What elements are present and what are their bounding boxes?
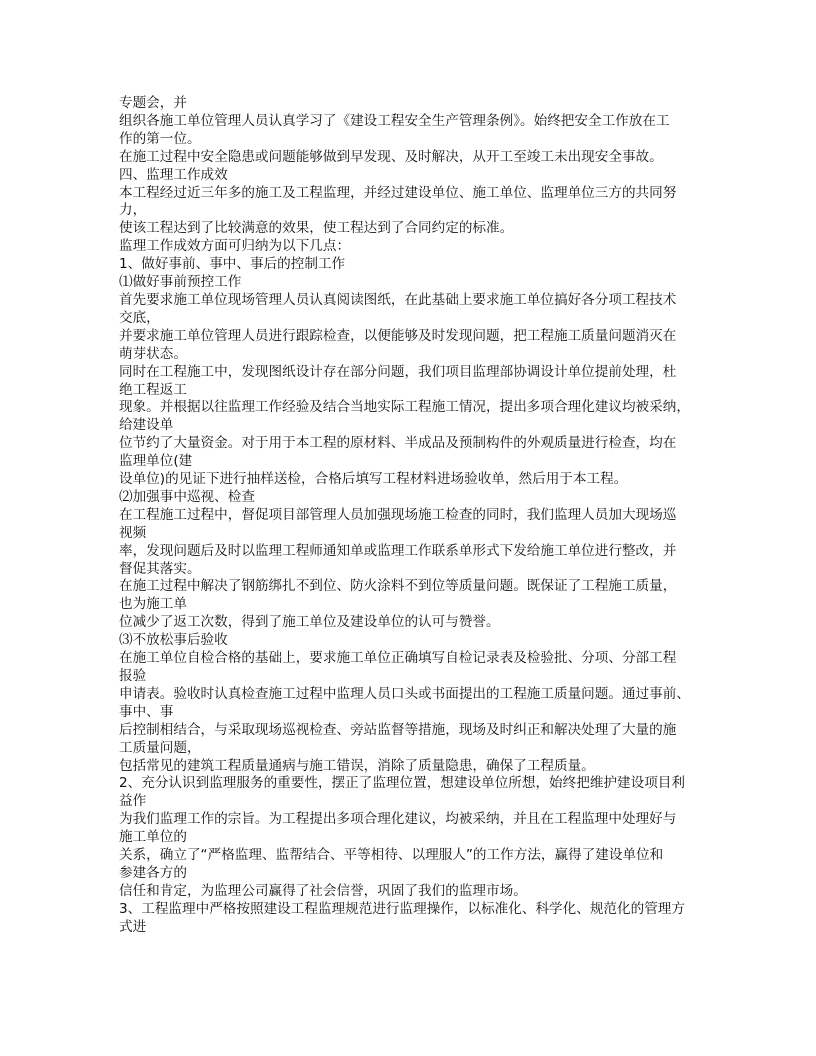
text-line: 交底， xyxy=(119,309,160,326)
text-line: 督促其落实。 xyxy=(119,560,201,577)
text-line: 事中、事 xyxy=(119,703,174,720)
item-heading: ⑵加强事中巡视、检查 xyxy=(119,488,255,505)
text-line: 参建各方的 xyxy=(119,864,187,881)
text-line: 现象。并根据以往监理工作经验及结合当地实际工程施工情况，提出多项合理化建议均被采纳， xyxy=(119,399,690,416)
text-line: 专题会，并 xyxy=(119,95,187,111)
text-line: 给建设单 xyxy=(119,417,174,434)
subsection-heading: 2、充分认识到监理服务的重要性，摆正了监理位置，想建设单位所想，始终把维护建设项目利 xyxy=(119,775,685,792)
text-line: 率，发现问题后及时以监理工程师通知单或监理工作联系单形式下发给施工单位进行整改，并 xyxy=(119,542,677,559)
subsection-heading: 1、做好事前、事中、事后的控制工作 xyxy=(119,256,346,273)
text-line: 申请表。验收时认真检查施工过程中监理人员口头或书面提出的工程施工质量问题。通过事前、 xyxy=(119,685,690,702)
text-line: 监理工作成效方面可归纳为以下几点： xyxy=(119,238,351,255)
text-line: 报验 xyxy=(119,668,147,684)
text-line: 位节约了大量资金。对于用于本工程的原材料、半成品及预制构件的外观质量进行检查，均在 xyxy=(119,435,677,452)
text-line: 力， xyxy=(119,202,147,219)
document-body xyxy=(119,95,701,937)
text-line: 本工程经过近三年多的施工及工程监理，并经过建设单位、施工单位、监理单位三方的共同努 xyxy=(119,184,677,201)
text-line: 在施工过程中解决了钢筋绑扎不到位、防火涂料不到位等质量问题。既保证了工程施工质量， xyxy=(119,578,677,595)
section-heading: 四、监理工作成效 xyxy=(119,166,228,183)
text-line: 在工程施工过程中，督促项目部管理人员加强现场施工检查的同时，我们监理人员加大现场巡 xyxy=(119,506,677,523)
text-line: 益作 xyxy=(119,793,147,810)
text-line: 监理单位(建 xyxy=(119,453,193,470)
text-line: 设单位)的见证下进行抽样送检，合格后填写工程材料进场验收单，然后用于本工程。 xyxy=(119,471,628,488)
text-line: 作的第一位。 xyxy=(119,130,201,147)
item-heading: ⑶不放松事后验收 xyxy=(119,632,228,649)
text-line: 首先要求施工单位现场管理人员认真阅读图纸，在此基础上要求施工单位搞好各分项工程技术 xyxy=(119,291,677,308)
text-line: 后控制相结合，与采取现场巡视检查、旁站监督等措施，现场及时纠正和解决处理了大量的施 xyxy=(119,721,677,738)
text-line: 工质量问题， xyxy=(119,739,201,756)
item-heading: ⑴做好事前预控工作 xyxy=(119,274,242,291)
text-line: 为我们监理工作的宗旨。为工程提出多项合理化建议，均被采纳，并且在工程监理中处理好与 xyxy=(119,811,677,828)
text-line: 式进 xyxy=(119,918,147,935)
text-line: 视频 xyxy=(119,524,147,541)
text-line: 萌芽状态。 xyxy=(119,345,187,362)
text-line: 组织各施工单位管理人员认真学习了《建设工程安全生产管理条例》。始终把安全工作放在工 xyxy=(119,112,670,129)
text-line: 绝工程返工 xyxy=(119,381,187,398)
text-line: 关系，确立了“严格监理、监帮结合、平等相待、以理服人”的工作方法，赢得了建设单位和 xyxy=(119,847,664,864)
text-line: 在施工单位自检合格的基础上，要求施工单位正确填写自检记录表及检验批、分项、分部工程 xyxy=(119,650,677,667)
subsection-heading: 3、工程监理中严格按照建设工程监理规范进行监理操作，以标准化、科学化、规范化的管理方 xyxy=(119,900,685,917)
text-line: 在施工过程中安全隐患或问题能够做到早发现、及时解决，从开工至竣工未出现安全事故。 xyxy=(119,148,663,165)
text-line: 信任和肯定，为监理公司赢得了社会信誉，巩固了我们的监理市场。 xyxy=(119,882,527,899)
text-line: 使该工程达到了比较满意的效果，使工程达到了合同约定的标准。 xyxy=(119,220,514,237)
text-line: 并要求施工单位管理人员进行跟踪检查，以便能够及时发现问题，把工程施工质量问题消灭在 xyxy=(119,327,677,344)
text-line: 位减少了返工次数，得到了施工单位及建设单位的认可与赞誉。 xyxy=(119,614,500,631)
text-line: 也为施工单 xyxy=(119,596,187,613)
text-line: 同时在工程施工中，发现图纸设计存在部分问题，我们项目监理部协调设计单位提前处理，杜 xyxy=(119,363,677,380)
text-line: 施工单位的 xyxy=(119,829,187,846)
text-line: 包括常见的建筑工程质量通病与施工错误，消除了质量隐患，确保了工程质量。 xyxy=(119,757,595,774)
